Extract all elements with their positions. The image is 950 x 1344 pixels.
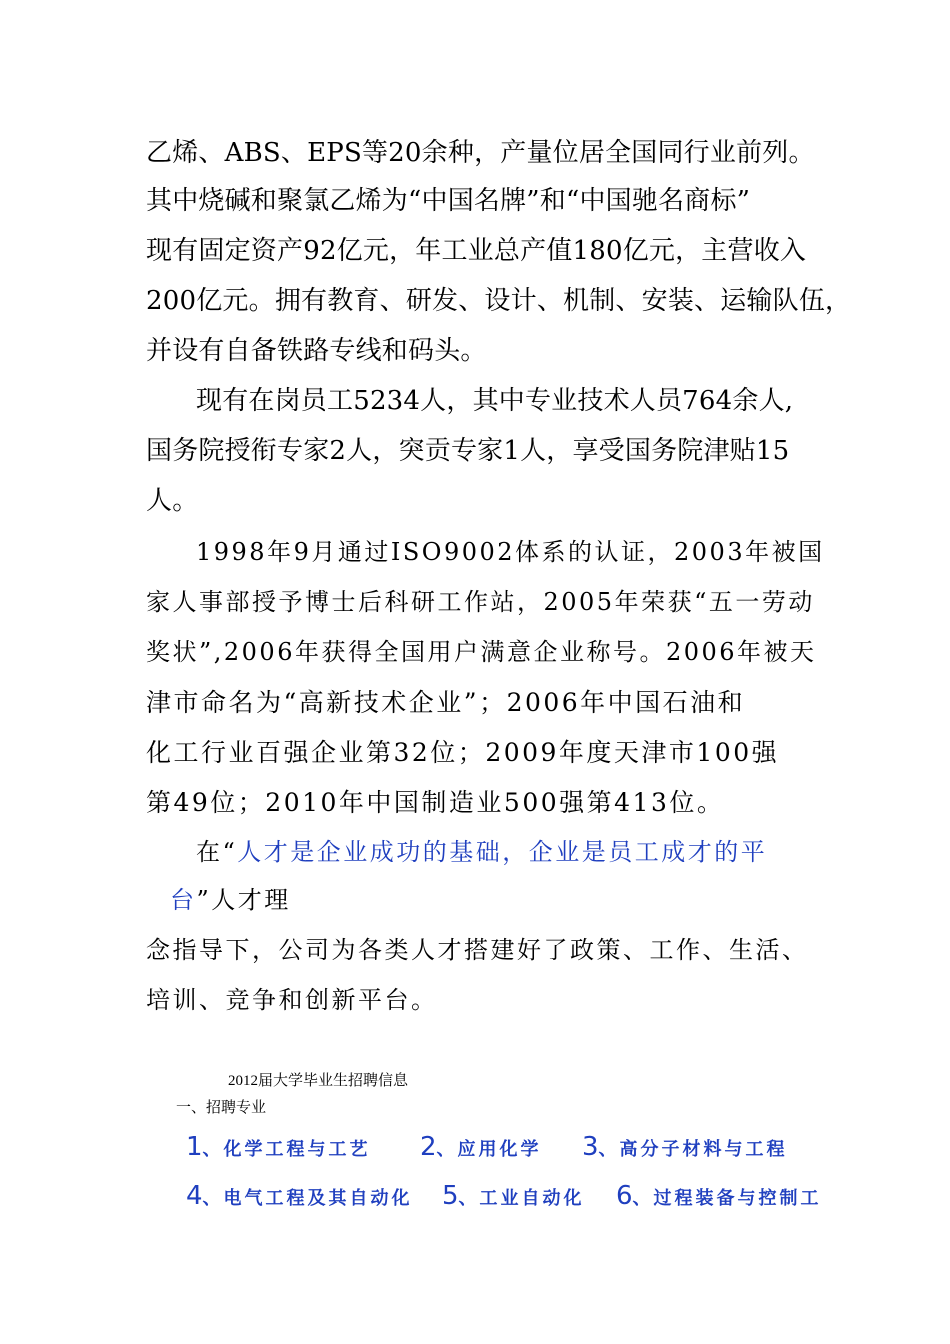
talent-motto-end: 台 bbox=[170, 886, 197, 914]
recruitment-title: 2012届大学毕业生招聘信息 bbox=[228, 1073, 409, 1089]
intro-line-5: 并设有自备铁路专线和码头。 bbox=[146, 336, 487, 366]
section-majors-heading: 一、招聘专业 bbox=[176, 1100, 267, 1116]
intro-line-4: 200亿元。拥有教育、研发、设计、机制、安装、运输队伍， bbox=[146, 286, 852, 316]
major-item-5: 5、工业自动化 bbox=[442, 1181, 585, 1211]
talent-prefix: 在“ bbox=[196, 838, 238, 866]
intro-line-2: 其中烧碱和聚氯乙烯为“中国名牌”和“中国驰名商标” bbox=[146, 186, 751, 216]
major-item-2: 2、应用化学 bbox=[420, 1132, 542, 1162]
honors-line-4: 津市命名为“高新技术企业”；2006年中国石油和 bbox=[146, 688, 746, 717]
major-item-3: 3、高分子材料与工程 bbox=[582, 1132, 788, 1162]
honors-line-6: 第49位；2010年中国制造业500强第413位。 bbox=[146, 788, 725, 817]
talent-line-3: 念指导下，公司为各类人才搭建好了政策、工作、生活、 bbox=[146, 936, 809, 964]
intro-line-3: 现有固定资产92亿元，年工业总产值180亿元，主营收入 bbox=[146, 236, 807, 266]
staff-line-3: 人。 bbox=[146, 486, 199, 516]
honors-line-2: 家人事部授予博士后科研工作站，2005年荣获“五一劳动 bbox=[146, 588, 815, 616]
staff-line-1: 现有在岗员工5234人，其中专业技术人员764余人, bbox=[196, 386, 794, 416]
honors-line-3: 奖状”,2006年获得全国用户满意企业称号。2006年被天 bbox=[146, 638, 817, 666]
intro-line-1: 乙烯、ABS、EPS等20余种，产量位居全国同行业前列。 bbox=[146, 138, 815, 168]
staff-line-2: 国务院授衔专家2人，突贡专家1人，享受国务院津贴15 bbox=[146, 436, 790, 466]
honors-line-5: 化工行业百强企业第32位；2009年度天津市100强 bbox=[146, 738, 780, 767]
talent-suffix: ”人才理 bbox=[196, 886, 291, 914]
talent-motto: 人才是企业成功的基础，企业是员工成才的平 bbox=[237, 838, 768, 866]
talent-line-4: 培训、竞争和创新平台。 bbox=[146, 986, 438, 1014]
major-item-1: 1、化学工程与工艺 bbox=[186, 1132, 371, 1162]
major-item-4: 4、电气工程及其自动化 bbox=[186, 1181, 413, 1211]
major-item-6: 6、过程装备与控制工 bbox=[616, 1181, 822, 1211]
honors-line-1: 1998年9月通过ISO9002体系的认证，2003年被国 bbox=[196, 538, 825, 566]
talent-line-2 bbox=[170, 888, 291, 912]
talent-line-1 bbox=[196, 840, 767, 864]
